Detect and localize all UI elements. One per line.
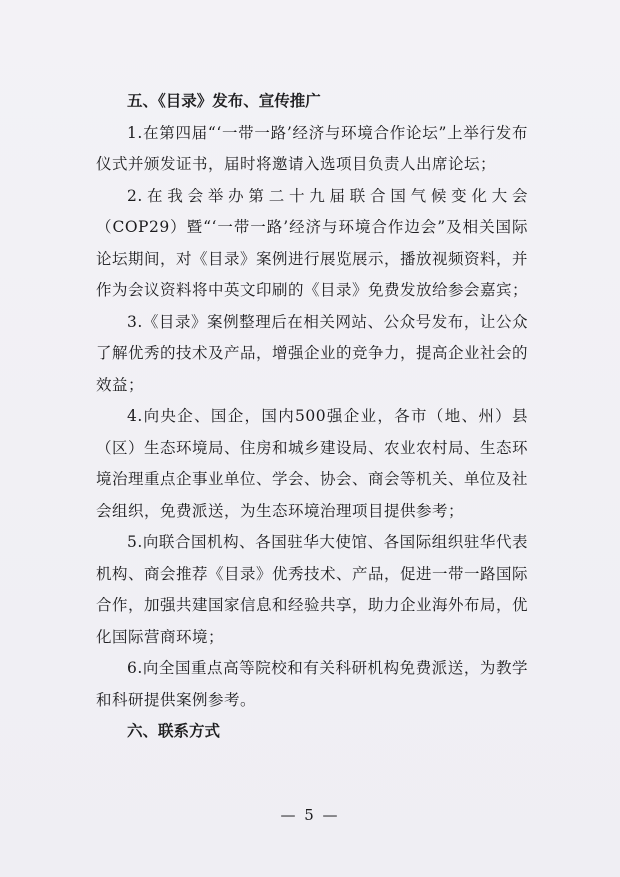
list-item: 5.向联合国机构、各国驻华大使馆、各国际组织驻华代表机构、商会推荐《目录》优秀技术、产品，促进一带一路国际合作，加强共建国家信息和经验共享，助力企业海外布局，优化国际营商环境； — [96, 533, 529, 646]
list-item: 2.在我会举办第二十九届联合国气候变化大会（COP29）暨“‘一带一路’经济与环境合作边会”及相关国际论坛期间，对《目录》案例进行展览展示，播放视频资料，并作为会议资料将中英文印刷的《目录》免费发放给参会嘉宾； — [96, 186, 529, 299]
page-number: — 5 — — [280, 806, 340, 824]
list-item: 4.向央企、国企，国内500强企业，各市（地、州）县（区）生态环境局、住房和城乡建设局、农业农村局、生态环境治理重点企事业单位、学会、协会、商会等机关、单位及社会组织，免费派送，为生态环境治理项目提供参考； — [96, 407, 529, 520]
section-heading-publication: 五、《目录》发布、宣传推广 — [127, 92, 321, 110]
list-item: 1.在第四届“‘一带一路’经济与环境合作论坛”上举行发布仪式并颁发证书，届时将邀请入选项目负责人出席论坛； — [96, 123, 528, 173]
list-item: 3.《目录》案例整理后在相关网站、公众号发布，让公众了解优秀的技术及产品，增强企业的竞争力，提高企业社会的效益； — [96, 312, 529, 394]
section-heading-contact: 六、联系方式 — [127, 722, 221, 740]
document-body — [96, 86, 528, 748]
list-item: 6.向全国重点高等院校和有关科研机构免费派送，为教学和科研提供案例参考。 — [96, 659, 528, 709]
